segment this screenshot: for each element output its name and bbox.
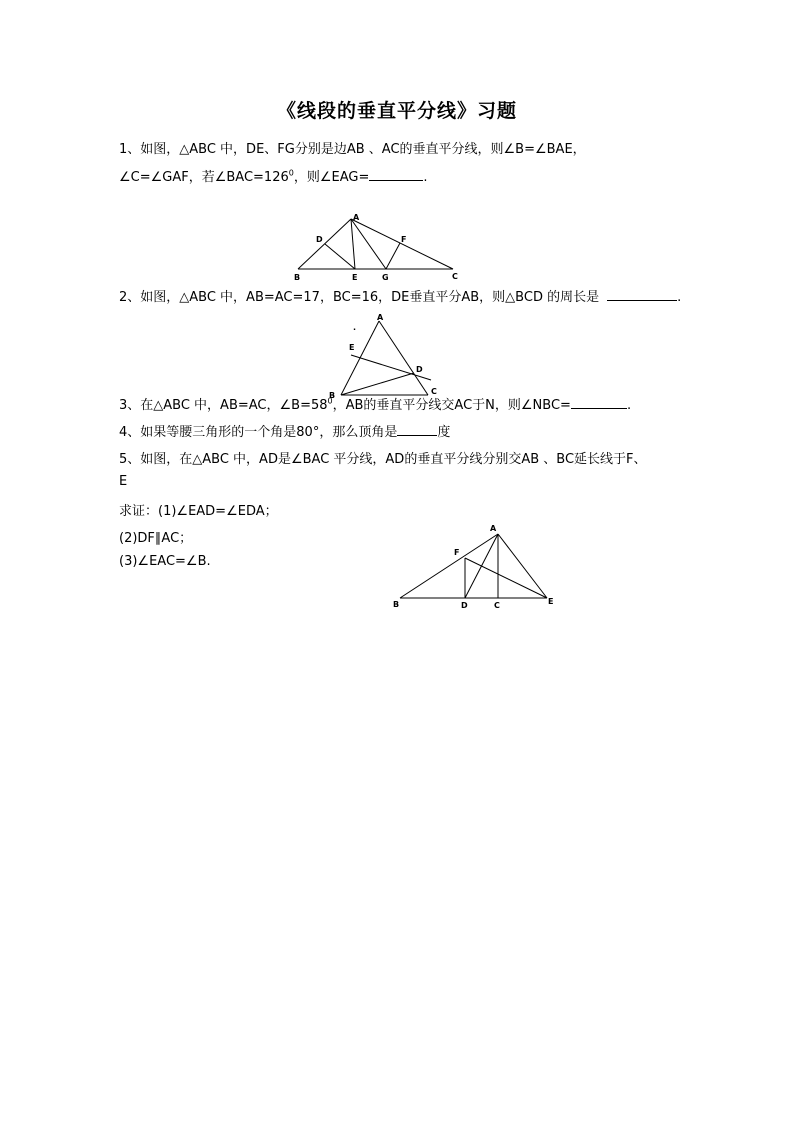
figure-2 (328, 310, 448, 400)
label-d: D (461, 601, 468, 610)
degree-superscript: 0 (327, 396, 333, 406)
label-b: B (329, 391, 336, 400)
page-title: 《线段的垂直平分线》习题 (276, 100, 517, 122)
question-3-period: . (626, 398, 632, 413)
label-c: C (494, 601, 500, 610)
question-1-line-1: 1、如图，△ABC 中，DE、FG分别是边AB 、AC的垂直平分线，则∠B=∠BAE， (119, 142, 586, 157)
question-1-ask: ，则∠EAG= (293, 170, 370, 185)
figure-1 (290, 212, 465, 286)
answer-blank-4[interactable] (397, 424, 437, 436)
question-4-text-a: 4、如果等腰三角形的一个角是80°，那么顶角是 (119, 425, 398, 440)
question-2-text: 2、如图，△ABC 中，AB=AC=17，BC=16，DE垂直平分AB，则△BCD 的周长是 (119, 290, 600, 305)
question-2 (119, 286, 681, 305)
segment-fe (465, 558, 547, 598)
question-1-condition: ∠C=∠GAF，若∠BAC=126 (119, 170, 289, 185)
question-4-text-b: 度 (437, 425, 451, 440)
label-d: D (316, 235, 323, 244)
label-e: E (352, 273, 358, 282)
answer-blank-1[interactable] (369, 169, 423, 181)
question-1-line-2 (119, 166, 427, 185)
label-d: D (416, 365, 423, 374)
label-a: A (353, 213, 360, 222)
label-e: E (548, 597, 554, 606)
label-c: C (431, 387, 437, 396)
answer-blank-3[interactable] (571, 397, 627, 409)
question-1-period: . (423, 170, 428, 185)
segment-bd (341, 373, 414, 395)
side-ae (498, 534, 547, 598)
question-5-line-1: 5、如图，在△ABC 中，AD是∠BAC 平分线，AD的垂直平分线分别交AB 、BC延长线于F、 (119, 452, 647, 467)
proof-part-1: 求证：(1)∠EAD=∠EDA； (119, 504, 278, 519)
question-3-text-a: 3、在△ABC 中，AB=AC，∠B=58 (119, 398, 328, 413)
label-b: B (294, 273, 301, 282)
figure-5 (390, 520, 560, 612)
question-2-period: . (677, 290, 682, 305)
segment-ag (351, 219, 386, 269)
question-4 (119, 421, 450, 440)
question-3-text-b: ，AB的垂直平分线交AC于N，则∠NBC= (332, 398, 571, 413)
segment-ae (351, 219, 355, 269)
label-f: F (401, 235, 407, 244)
label-c: C (452, 272, 458, 281)
segment-de (325, 244, 355, 269)
side-ab (298, 219, 351, 269)
label-e: E (349, 343, 355, 352)
label-a: A (377, 313, 384, 322)
label-f: F (454, 548, 460, 557)
side-ab (400, 534, 498, 598)
answer-blank-2[interactable] (607, 289, 677, 301)
side-ac (379, 321, 428, 395)
question-3 (119, 394, 631, 413)
label-g: G (382, 273, 389, 282)
degree-superscript: 0 (288, 168, 294, 178)
proof-part-3: (3)∠EAC=∠B. (119, 554, 211, 569)
side-ac (351, 219, 453, 269)
label-a: A (490, 524, 497, 533)
segment-fg (386, 243, 400, 269)
stray-dot: . (353, 323, 357, 332)
label-b: B (393, 600, 400, 609)
question-5-line-2: E (119, 474, 128, 489)
proof-part-2: (2)DF∥AC； (119, 531, 193, 546)
